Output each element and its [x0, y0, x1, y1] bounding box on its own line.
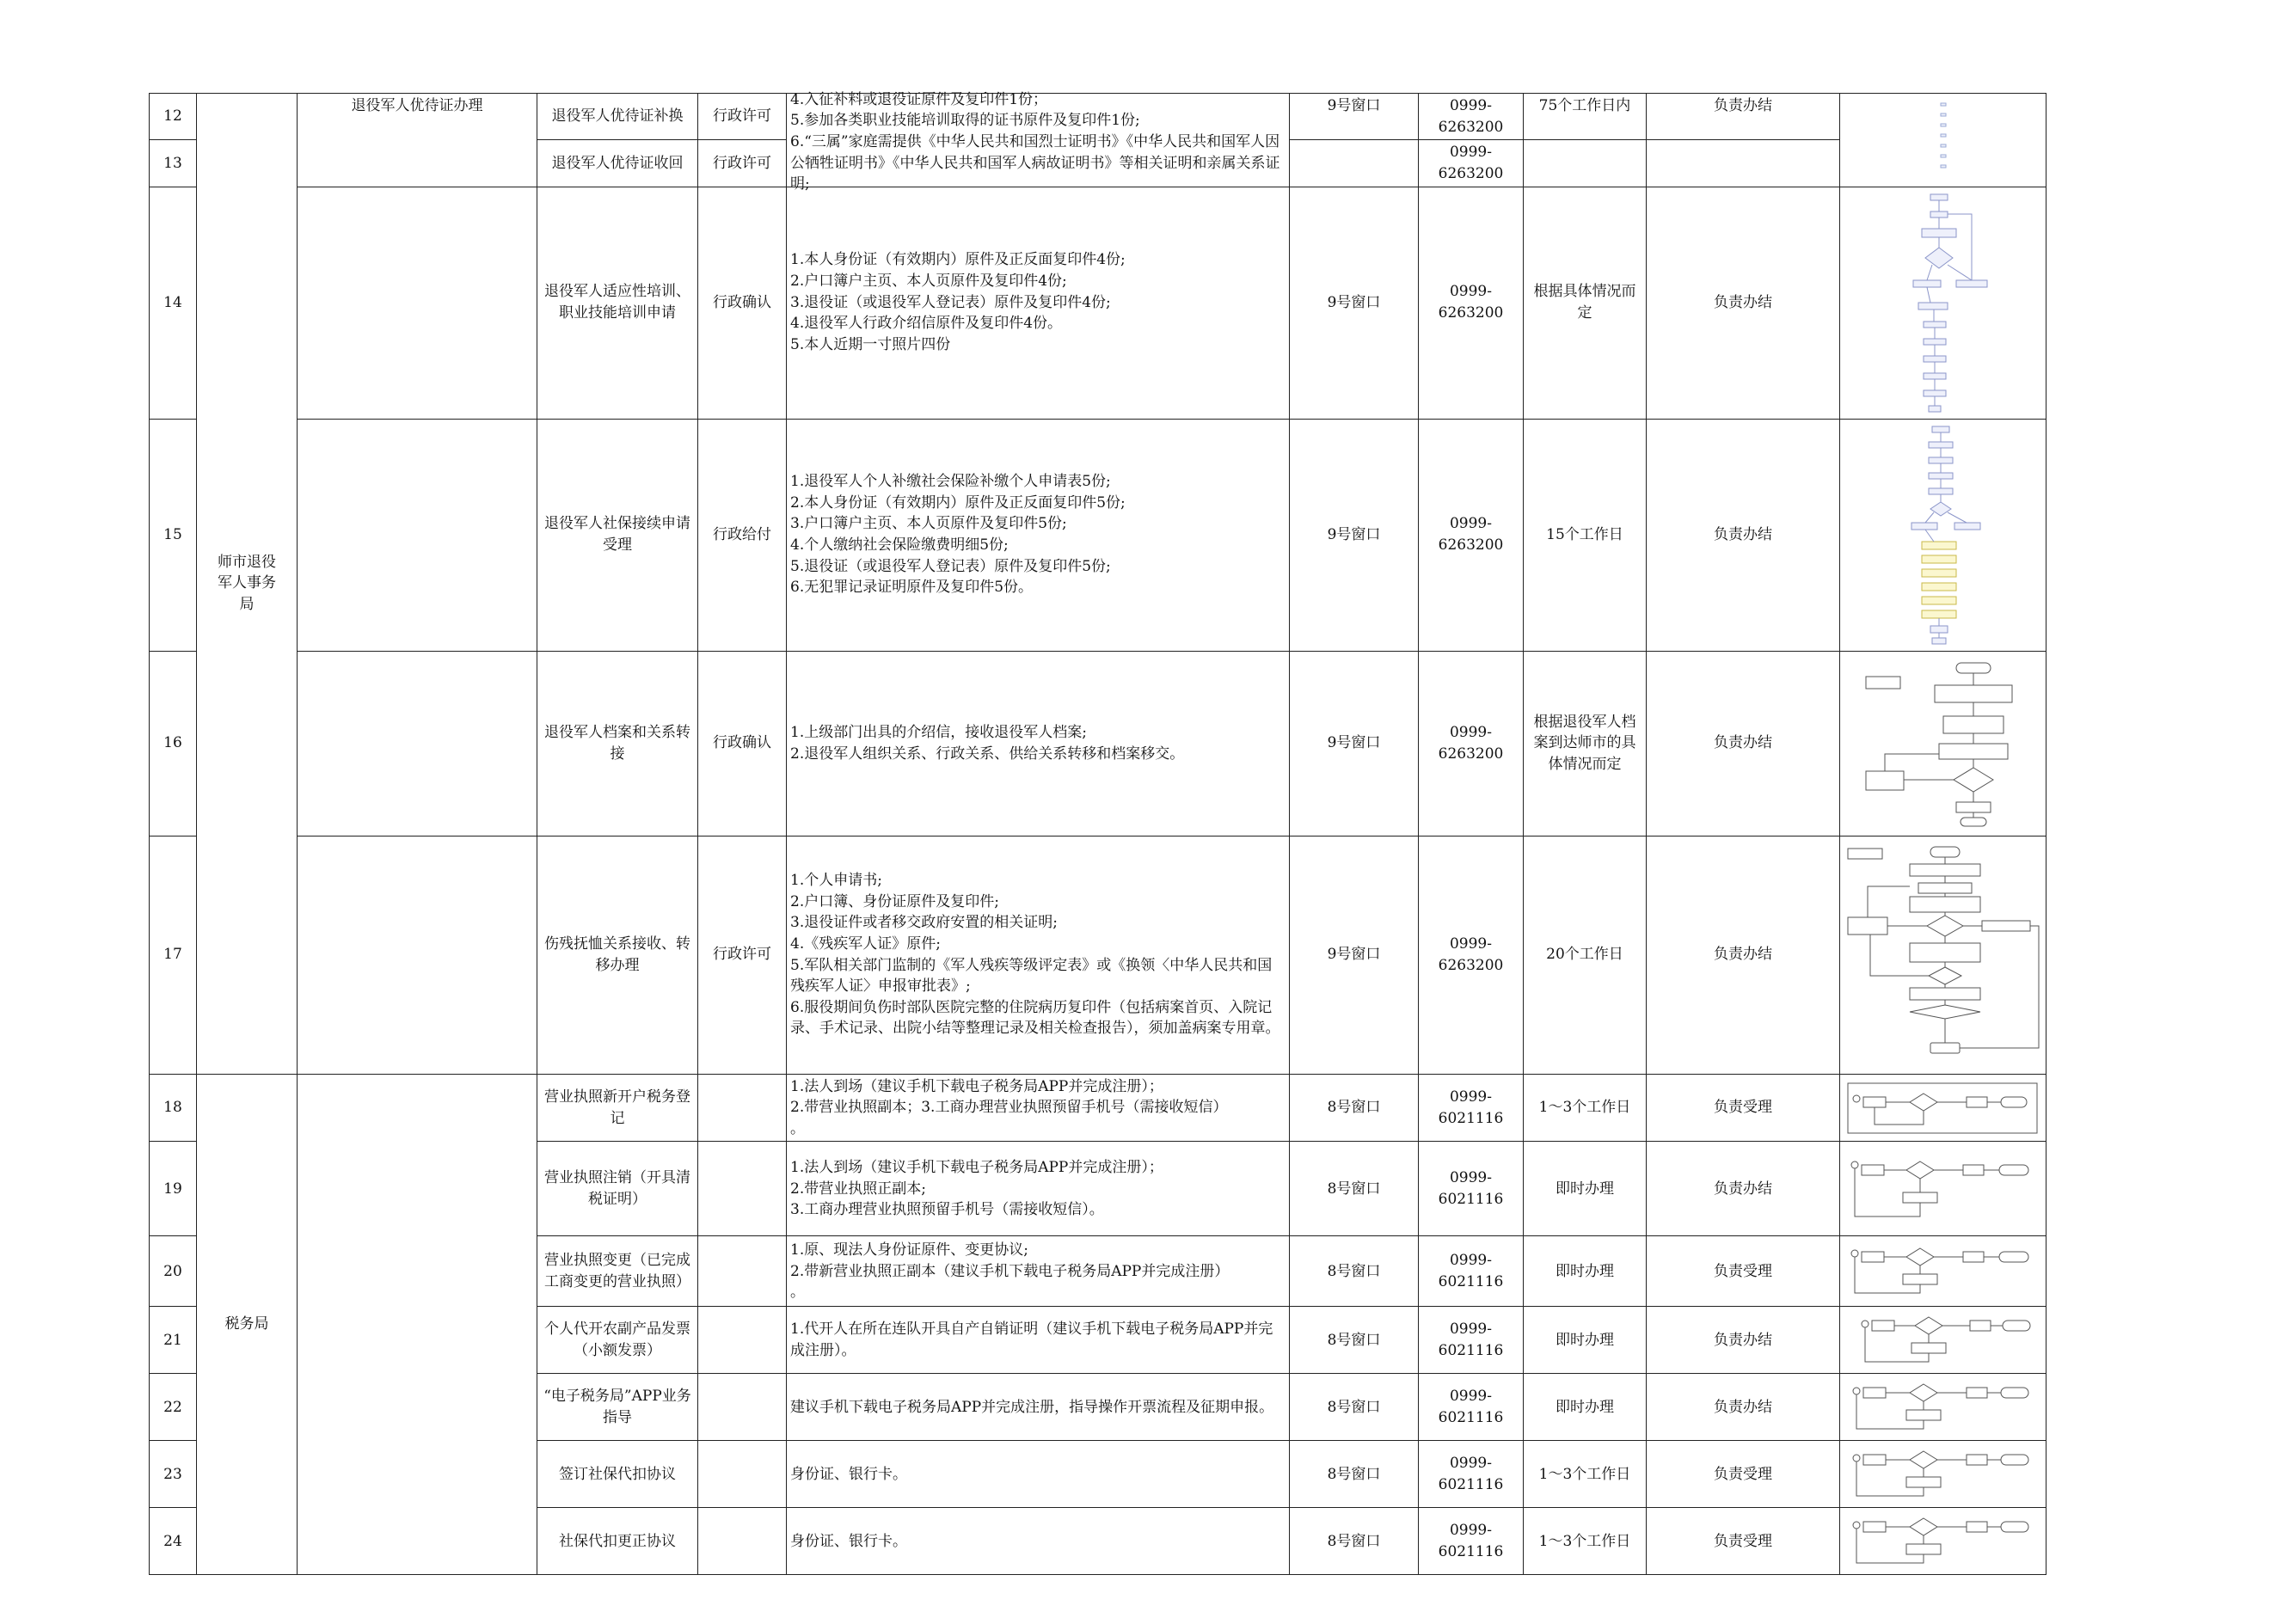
- mode-cell: 负责受理: [1647, 1236, 1840, 1307]
- item-name: 伤残抚恤关系接收、转移办理: [537, 836, 698, 1074]
- materials-text: 身份证、银行卡。: [787, 1508, 1290, 1575]
- row-number: 23: [150, 1441, 197, 1508]
- time-cell: 1～3个工作日: [1524, 1508, 1647, 1575]
- flowchart-cell: [1840, 1508, 2046, 1575]
- row-number: 17: [150, 836, 197, 1074]
- item-type: [698, 1508, 787, 1575]
- item-type: 行政确认: [698, 187, 787, 419]
- flowchart-cell: [1840, 836, 2046, 1074]
- row-number: 14: [150, 187, 197, 419]
- phone-cell: 0999-6021116: [1419, 1508, 1524, 1575]
- table-row: [150, 94, 2046, 140]
- window-cell: 8号窗口: [1290, 1142, 1419, 1236]
- sub-item-cell: [298, 651, 537, 836]
- mode-cell: 负责办结: [1647, 651, 1840, 836]
- phone-cell: 0999-6021116: [1419, 1074, 1524, 1142]
- table-row: [150, 1074, 2046, 1142]
- time-cell: 根据退役军人档案到达师市的具体情况而定: [1524, 651, 1647, 836]
- department-name: 税务局: [224, 1315, 269, 1333]
- item-type: [698, 1374, 787, 1441]
- sub-item-cell: [298, 836, 537, 1074]
- item-name: 营业执照新开户税务登记: [537, 1074, 698, 1142]
- window-cell: 8号窗口: [1290, 1508, 1419, 1575]
- flowchart-cell: [1840, 1142, 2046, 1236]
- time-text: 75个工作日内: [1538, 97, 1631, 114]
- mode-cell: 负责受理: [1647, 1074, 1840, 1142]
- department-name: 师市退役军人事务局: [218, 553, 276, 614]
- item-type: [698, 1441, 787, 1508]
- time-cell: 即时办理: [1524, 1307, 1647, 1374]
- item-type: 行政确认: [698, 651, 787, 836]
- flowchart-thumbnail: [1844, 843, 2042, 1067]
- window-cell: [1290, 94, 1419, 140]
- flowchart-thumbnail: [1846, 1080, 2040, 1137]
- time-cell: 根据具体情况而定: [1524, 187, 1647, 419]
- item-type: 行政许可: [698, 94, 787, 140]
- flowchart-cell: [1840, 1236, 2046, 1307]
- materials-text: 1.原、现法人身份证原件、变更协议; 2.带新营业执照正副本（建议手机下载电子税务局APP并完成注册） 。: [787, 1236, 1290, 1307]
- phone-cell: 0999-6263200: [1419, 94, 1524, 140]
- time-cell: 15个工作日: [1524, 419, 1647, 651]
- materials-text: 1.法人到场（建议手机下载电子税务局APP并完成注册）； 2.带营业执照正副本; 3.工商办理营业执照预留手机号（需接收短信）。: [787, 1142, 1290, 1236]
- phone-cell: 0999-6263200: [1419, 187, 1524, 419]
- time-cell: 即时办理: [1524, 1374, 1647, 1441]
- item-name: 社保代扣更正协议: [537, 1508, 698, 1575]
- item-type: 行政给付: [698, 419, 787, 651]
- table-row: [150, 187, 2046, 419]
- item-name: 营业执照变更（已完成工商变更的营业执照）: [537, 1236, 698, 1307]
- table-row: [150, 836, 2046, 1074]
- sub-item-cell: [298, 1074, 537, 1575]
- window-cell: 8号窗口: [1290, 1441, 1419, 1508]
- materials-cell: [787, 90, 1290, 193]
- row-number: 24: [150, 1508, 197, 1575]
- window-text: 9号窗口: [1327, 97, 1381, 114]
- row-number: 16: [150, 651, 197, 836]
- phone-cell: 0999-6263200: [1419, 419, 1524, 651]
- mode-cell: 负责受理: [1647, 1441, 1840, 1508]
- item-name: 退役军人档案和关系转接: [537, 651, 698, 836]
- phone-cell: 0999-6263200: [1419, 140, 1524, 187]
- row-number: 13: [150, 140, 197, 187]
- flowchart-cell: [1840, 1074, 2046, 1142]
- flowchart-thumbnail: [1846, 1446, 2040, 1503]
- service-table: [149, 90, 2046, 1575]
- time-cell: [1524, 140, 1647, 187]
- phone-cell: 0999-6021116: [1419, 1374, 1524, 1441]
- row-number: 20: [150, 1236, 197, 1307]
- mode-cell: 负责办结: [1647, 1142, 1840, 1236]
- time-cell: [1524, 94, 1647, 140]
- item-name: 签订社保代扣协议: [537, 1441, 698, 1508]
- table-row: [150, 419, 2046, 651]
- time-cell: 20个工作日: [1524, 836, 1647, 1074]
- item-name: 退役军人社保接续申请受理: [537, 419, 698, 651]
- flowchart-cell: [1840, 651, 2046, 836]
- mode-cell: 负责办结: [1647, 187, 1840, 419]
- item-type: [698, 1074, 787, 1142]
- flowchart-cell: [1840, 419, 2046, 651]
- phone-cell: 0999-6021116: [1419, 1307, 1524, 1374]
- time-cell: 1～3个工作日: [1524, 1074, 1647, 1142]
- time-cell: 即时办理: [1524, 1236, 1647, 1307]
- flowchart-cell: [1840, 1374, 2046, 1441]
- sub-item-name: 退役军人优待证办理: [351, 97, 483, 114]
- flowchart-thumbnail: [1846, 1241, 2040, 1302]
- department-cell: [197, 94, 298, 1075]
- flowchart-thumbnail: [1846, 1148, 2040, 1230]
- table-row: [150, 651, 2046, 836]
- item-name: 营业执照注销（开具清税证明）: [537, 1142, 698, 1236]
- flowchart-thumbnail: [1857, 658, 2029, 830]
- sub-item-cell: [298, 419, 537, 651]
- flowchart-thumbnail: [1846, 1513, 2040, 1570]
- materials-text: 1.本人身份证（有效期内）原件及正反面复印件4份; 2.户口簿户主页、本人页原件及复印件4份; 3.退役证（或退役军人登记表）原件及复印件4份; 4.退役军人行政介绍信原件及复印件4份。 5.本人近期一寸照片四份: [787, 187, 1290, 419]
- row-number: 15: [150, 419, 197, 651]
- row-number: 21: [150, 1307, 197, 1374]
- phone-cell: 0999-6021116: [1419, 1441, 1524, 1508]
- materials-text: 4.入征补料或退役证原件及复印件1份； 5.参加各类职业技能培训取得的证书原件及复印件1份; 6.“三属”家庭需提供《中华人民共和国烈士证明书》《中华人民共和国军人因公牺牲证明书》《中华人民共和国军人病故证明书》等相关证明和亲属关系证明;: [790, 90, 1280, 193]
- row-number: 18: [150, 1074, 197, 1142]
- window-cell: 8号窗口: [1290, 1236, 1419, 1307]
- item-type: [698, 1236, 787, 1307]
- mode-text: 负责办结: [1714, 97, 1772, 114]
- mode-cell: 负责办结: [1647, 1307, 1840, 1374]
- item-type: [698, 1307, 787, 1374]
- materials-text: 1.上级部门出具的介绍信，接收退役军人档案; 2.退役军人组织关系、行政关系、供给关系转移和档案移交。: [787, 651, 1290, 836]
- window-cell: 9号窗口: [1290, 419, 1419, 651]
- sub-item-cell: [298, 94, 537, 187]
- materials-text: 1.代开人在所在连队开具自产自销证明（建议手机下载电子税务局APP并完成注册）。: [787, 1307, 1290, 1374]
- item-type: 行政许可: [698, 836, 787, 1074]
- materials-text: 1.退役军人个人补缴社会保险补缴个人申请表5份; 2.本人身份证（有效期内）原件及正反面复印件5份; 3.户口簿户主页、本人页原件及复印件5份; 4.个人缴纳社会保险缴费明细5份; 5.退役证（或退役军人登记表）原件及复印件5份; 6.无犯罪记录证明原件及复印件5份。: [787, 419, 1290, 651]
- mode-cell: 负责办结: [1647, 419, 1840, 651]
- item-name: 退役军人优待证收回: [537, 140, 698, 187]
- department-cell: [197, 1074, 298, 1575]
- time-cell: 1～3个工作日: [1524, 1441, 1647, 1508]
- row-number: 19: [150, 1142, 197, 1236]
- flowchart-thumbnail: [1846, 1379, 2040, 1436]
- mode-cell: [1647, 140, 1840, 187]
- flowchart-cell: [1840, 1441, 2046, 1508]
- flowchart-cell: [1840, 94, 2046, 187]
- flowchart-cell: [1840, 187, 2046, 419]
- phone-cell: 0999-6263200: [1419, 836, 1524, 1074]
- item-name: 退役军人优待证补换: [537, 94, 698, 140]
- flowchart-thumbnail: [1930, 101, 1956, 179]
- window-cell: 8号窗口: [1290, 1074, 1419, 1142]
- item-name: 个人代开农副产品发票（小额发票）: [537, 1307, 698, 1374]
- window-cell: [1290, 140, 1419, 187]
- phone-cell: 0999-6021116: [1419, 1142, 1524, 1236]
- mode-cell: [1647, 94, 1840, 140]
- item-type: 行政许可: [698, 140, 787, 187]
- flowchart-thumbnail: [1879, 423, 2008, 647]
- mode-cell: 负责办结: [1647, 836, 1840, 1074]
- materials-text: 1.个人申请书; 2.户口簿、身份证原件及复印件; 3.退役证件或者移交政府安置的相关证明; 4.《残疾军人证》原件; 5.军队相关部门监制的《军人残疾等级评定表》或《换领〈中华人民共和国残疾军人证〉申报审批表》; 6.服役期间负伤时部队医院完整的住院病历复印件（包括病案首页、入院记录、手术记录、出院小结等整理记录及相关检查报告），须加盖病案专用章。: [787, 836, 1290, 1074]
- item-name: “电子税务局”APP业务指导: [537, 1374, 698, 1441]
- window-cell: 8号窗口: [1290, 1307, 1419, 1374]
- item-type: [698, 1142, 787, 1236]
- window-cell: 9号窗口: [1290, 651, 1419, 836]
- flowchart-thumbnail: [1879, 191, 2008, 414]
- time-cell: 即时办理: [1524, 1142, 1647, 1236]
- flowchart-cell: [1840, 1307, 2046, 1374]
- window-cell: 9号窗口: [1290, 836, 1419, 1074]
- materials-text: 身份证、银行卡。: [787, 1441, 1290, 1508]
- window-cell: 8号窗口: [1290, 1374, 1419, 1441]
- phone-cell: 0999-6021116: [1419, 1236, 1524, 1307]
- row-number: 12: [150, 94, 197, 140]
- row-number: 22: [150, 1374, 197, 1441]
- item-name: 退役军人适应性培训、职业技能培训申请: [537, 187, 698, 419]
- phone-cell: 0999-6263200: [1419, 651, 1524, 836]
- mode-cell: 负责办结: [1647, 1374, 1840, 1441]
- window-cell: 9号窗口: [1290, 187, 1419, 419]
- materials-text: 1.法人到场（建议手机下载电子税务局APP并完成注册）； 2.带营业执照副本；3.工商办理营业执照预留手机号（需接收短信） 。: [787, 1074, 1290, 1142]
- flowchart-thumbnail: [1846, 1312, 2040, 1369]
- mode-cell: 负责受理: [1647, 1508, 1840, 1575]
- materials-text: 建议手机下载电子税务局APP并完成注册，指导操作开票流程及征期申报。: [787, 1374, 1290, 1441]
- sub-item-cell: [298, 187, 537, 419]
